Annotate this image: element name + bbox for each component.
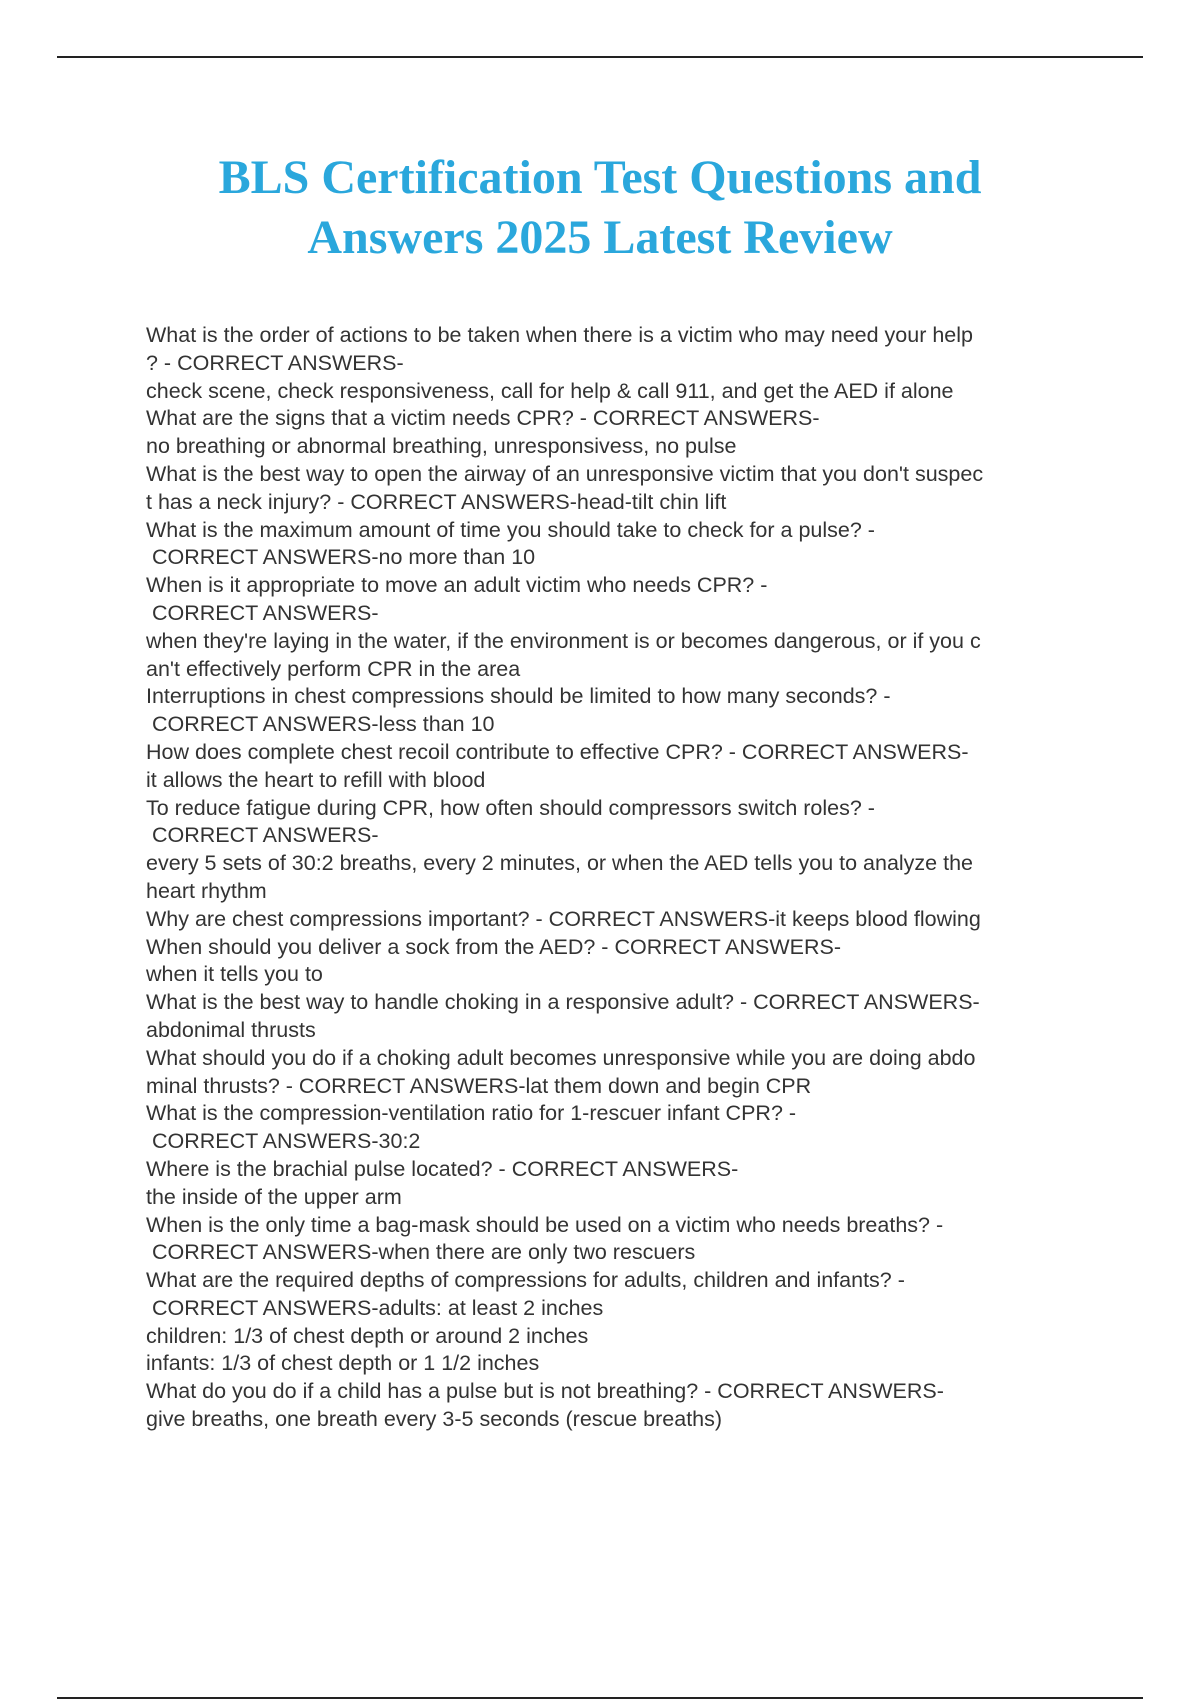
text-line: no breathing or abnormal breathing, unresponsivess, no pulse: [146, 434, 737, 459]
text-line: t has a neck injury? - CORRECT ANSWERS-head-tilt chin lift: [146, 489, 727, 514]
text-line: CORRECT ANSWERS-: [146, 823, 379, 848]
text-line: What should you do if a choking adult becomes unresponsive while you are doing abdo: [146, 1045, 976, 1070]
text-line: check scene, check responsiveness, call for help & call 911, and get the AED if alone: [146, 378, 954, 403]
text-line: What is the maximum amount of time you should take to check for a pulse? -: [146, 517, 875, 542]
text-line: What do you do if a child has a pulse but is not breathing? - CORRECT ANSWERS-: [146, 1379, 944, 1404]
text-line: Interruptions in chest compressions should be limited to how many seconds? -: [146, 684, 891, 709]
text-line: To reduce fatigue during CPR, how often should compressors switch roles? -: [146, 795, 875, 820]
text-line: every 5 sets of 30:2 breaths, every 2 minutes, or when the AED tells you to analyze the: [146, 851, 974, 876]
text-line: heart rhythm: [146, 878, 267, 903]
text-line: it allows the heart to refill with blood: [146, 767, 486, 792]
text-line: CORRECT ANSWERS-when there are only two rescuers: [146, 1240, 696, 1265]
text-line: When should you deliver a sock from the AED? - CORRECT ANSWERS-: [146, 934, 842, 959]
title-line: Answers 2025 Latest Review: [307, 211, 893, 264]
text-line: What is the best way to handle choking in a responsive adult? - CORRECT ANSWERS-: [146, 990, 980, 1015]
qa-body: [146, 322, 1106, 1434]
text-line: give breaths, one breath every 3-5 seconds (rescue breaths): [146, 1407, 723, 1432]
text-line: when they're laying in the water, if the environment is or becomes dangerous, or if you c: [146, 628, 981, 653]
header-rule: [57, 56, 1143, 58]
text-line: When is it appropriate to move an adult victim who needs CPR? -: [146, 573, 768, 598]
text-line: What is the best way to open the airway of an unresponsive victim that you don't suspec: [146, 461, 984, 486]
text-line: the inside of the upper arm: [146, 1184, 402, 1209]
text-line: CORRECT ANSWERS-less than 10: [146, 712, 495, 737]
text-line: What are the required depths of compressions for adults, children and infants? -: [146, 1268, 905, 1293]
text-line: when it tells you to: [146, 962, 323, 987]
text-line: CORRECT ANSWERS-: [146, 600, 379, 625]
text-line: children: 1/3 of chest depth or around 2 inches: [146, 1323, 589, 1348]
document-title: [150, 148, 1050, 268]
text-line: How does complete chest recoil contribute to effective CPR? - CORRECT ANSWERS-: [146, 739, 969, 764]
text-line: infants: 1/3 of chest depth or 1 1/2 inches: [146, 1351, 540, 1376]
text-line: abdonimal thrusts: [146, 1017, 316, 1042]
text-line: CORRECT ANSWERS-adults: at least 2 inches: [146, 1295, 604, 1320]
text-line: When is the only time a bag-mask should be used on a victim who needs breaths? -: [146, 1212, 944, 1237]
text-line: Where is the brachial pulse located? - CORRECT ANSWERS-: [146, 1156, 739, 1181]
text-line: Why are chest compressions important? - CORRECT ANSWERS-it keeps blood flowing: [146, 906, 981, 931]
text-line: CORRECT ANSWERS-no more than 10: [146, 545, 536, 570]
text-line: an't effectively perform CPR in the area: [146, 656, 521, 681]
text-line: What is the order of actions to be taken when there is a victim who may need your help: [146, 323, 973, 347]
text-line: minal thrusts? - CORRECT ANSWERS-lat them down and begin CPR: [146, 1073, 812, 1098]
text-line: CORRECT ANSWERS-30:2: [146, 1129, 421, 1154]
text-line: What are the signs that a victim needs CPR? - CORRECT ANSWERS-: [146, 406, 820, 431]
text-line: ? - CORRECT ANSWERS-: [146, 350, 404, 375]
title-line: BLS Certification Test Questions and: [218, 151, 982, 204]
text-line: What is the compression-ventilation ratio for 1-rescuer infant CPR? -: [146, 1101, 797, 1126]
footer-rule: [57, 1697, 1143, 1699]
